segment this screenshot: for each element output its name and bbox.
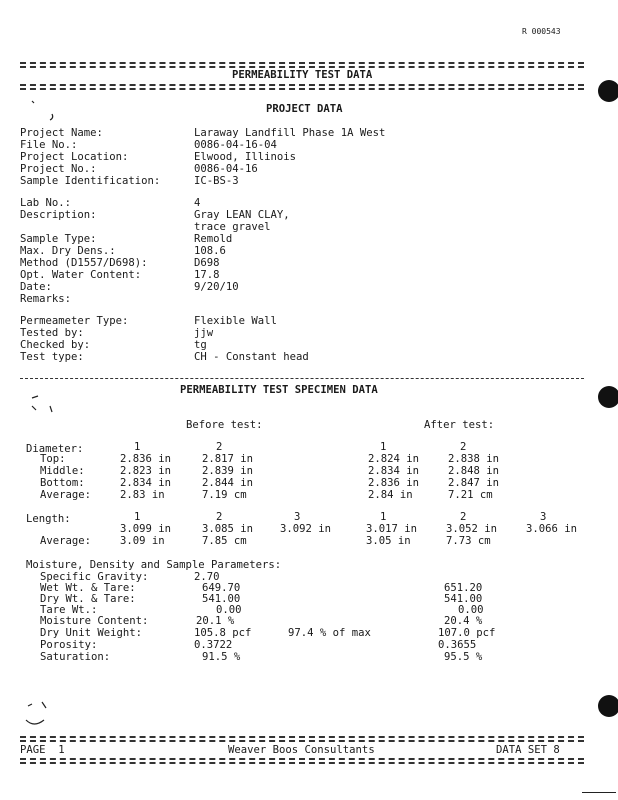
footer-rule-top [20, 736, 584, 742]
diameter-average-before-1: 2.83 in [120, 489, 165, 501]
diameter-average-after-1: 2.84 in [368, 489, 413, 501]
sample-id-label: Sample Identification: [20, 175, 161, 187]
wet-wt-tare-before: 649.70 [202, 582, 241, 594]
length-average-after-1: 3.05 in [366, 535, 411, 547]
diameter-average-after-2: 7.21 cm [448, 489, 493, 501]
dry-wt-tare-after: 541.00 [444, 593, 483, 605]
moisture-content-after: 20.4 % [444, 615, 483, 627]
length-average-label: Average: [40, 535, 92, 547]
porosity-before: 0.3722 [194, 639, 233, 651]
wet-wt-tare-label: Wet Wt. & Tare: [40, 582, 136, 594]
max-dry-dens-label: Max. Dry Dens.: [20, 245, 116, 257]
footer-company: Weaver Boos Consultants [228, 744, 375, 756]
document-id: R 000543 [522, 27, 561, 36]
diameter-middle-before-2: 2.839 in [202, 465, 254, 477]
title-rule [20, 84, 584, 90]
length-after-1: 3.017 in [366, 523, 418, 535]
length-after-3: 3.066 in [526, 523, 578, 535]
checked-by-label: Checked by: [20, 339, 91, 351]
diameter-bottom-before-2: 2.844 in [202, 477, 254, 489]
diameter-middle-before-1: 2.823 in [120, 465, 172, 477]
date-label: Date: [20, 281, 52, 293]
moisture-content-before: 20.1 % [196, 615, 235, 627]
before-test-label: Before test: [186, 419, 263, 431]
description-value: Gray LEAN CLAY, [194, 209, 290, 221]
dry-unit-weight-after: 107.0 pcf [438, 627, 496, 639]
test-type-label: Test type: [20, 351, 84, 363]
dry-wt-tare-label: Dry Wt. & Tare: [40, 593, 136, 605]
saturation-after: 95.5 % [444, 651, 483, 663]
project-data-heading: PROJECT DATA [266, 103, 343, 115]
specimen-rule [20, 378, 584, 379]
opt-water-content-label: Opt. Water Content: [20, 269, 142, 281]
file-no-label: File No.: [20, 139, 78, 151]
length-col-before-1: 1 [134, 511, 141, 523]
method-value: D698 [194, 257, 220, 269]
file-no-value: 0086-04-16-04 [194, 139, 277, 151]
wet-wt-tare-after: 651.20 [444, 582, 483, 594]
tested-by-value: jjw [194, 327, 214, 339]
diameter-top-before-1: 2.836 in [120, 453, 172, 465]
sample-id-value: IC-BS-3 [194, 175, 239, 187]
tare-wt-after: 0.00 [458, 604, 484, 616]
specific-gravity-before: 2.70 [194, 571, 220, 583]
scan-mark-bottom [22, 700, 52, 728]
length-average-after-2: 7.73 cm [446, 535, 491, 547]
saturation-label: Saturation: [40, 651, 111, 663]
page-title: PERMEABILITY TEST DATA [232, 69, 373, 81]
diameter-middle-label: Middle: [40, 465, 85, 477]
dry-unit-weight-percent-max: 97.4 % of max [288, 627, 371, 639]
project-location-label: Project Location: [20, 151, 129, 163]
length-before-1: 3.099 in [120, 523, 172, 535]
diameter-bottom-after-1: 2.836 in [368, 477, 420, 489]
length-label: Length: [26, 513, 71, 525]
diameter-top-after-1: 2.824 in [368, 453, 420, 465]
diameter-col-before-2: 2 [216, 441, 223, 453]
permeameter-type-label: Permeameter Type: [20, 315, 129, 327]
description-value-line2: trace gravel [194, 221, 271, 233]
length-before-3: 3.092 in [280, 523, 332, 535]
diameter-average-before-2: 7.19 cm [202, 489, 247, 501]
dry-wt-tare-before: 541.00 [202, 593, 241, 605]
diameter-bottom-before-1: 2.834 in [120, 477, 172, 489]
after-test-label: After test: [424, 419, 495, 431]
footer-page: PAGE 1 [20, 744, 65, 756]
diameter-average-label: Average: [40, 489, 92, 501]
porosity-after: 0.3655 [438, 639, 477, 651]
specific-gravity-label: Specific Gravity: [40, 571, 149, 583]
lab-no-label: Lab No.: [20, 197, 72, 209]
moisture-heading: Moisture, Density and Sample Parameters: [26, 559, 282, 571]
project-location-value: Elwood, Illinois [194, 151, 297, 163]
lab-no-value: 4 [194, 197, 201, 209]
diameter-top-after-2: 2.838 in [448, 453, 500, 465]
diameter-middle-after-2: 2.848 in [448, 465, 500, 477]
scan-mark-middle [28, 392, 58, 422]
length-col-before-3: 3 [294, 511, 301, 523]
length-after-2: 3.052 in [446, 523, 498, 535]
diameter-col-after-1: 1 [380, 441, 387, 453]
max-dry-dens-value: 108.6 [194, 245, 226, 257]
description-label: Description: [20, 209, 97, 221]
tare-wt-label: Tare Wt.: [40, 604, 98, 616]
method-label: Method (D1557/D698): [20, 257, 148, 269]
project-no-value: 0086-04-16 [194, 163, 258, 175]
diameter-bottom-label: Bottom: [40, 477, 85, 489]
diameter-top-before-2: 2.817 in [202, 453, 254, 465]
length-before-2: 3.085 in [202, 523, 254, 535]
sample-type-value: Remold [194, 233, 233, 245]
dry-unit-weight-label: Dry Unit Weight: [40, 627, 143, 639]
punch-hole-bottom [598, 695, 618, 717]
diameter-col-after-2: 2 [460, 441, 467, 453]
project-name-value: Laraway Landfill Phase 1A West [194, 127, 386, 139]
diameter-col-before-1: 1 [134, 441, 141, 453]
sample-type-label: Sample Type: [20, 233, 97, 245]
length-col-after-3: 3 [540, 511, 547, 523]
opt-water-content-value: 17.8 [194, 269, 220, 281]
length-col-after-2: 2 [460, 511, 467, 523]
diameter-middle-after-1: 2.834 in [368, 465, 420, 477]
saturation-before: 91.5 % [202, 651, 241, 663]
diameter-label: Diameter: [26, 443, 84, 455]
punch-hole-middle [598, 386, 618, 408]
diameter-top-label: Top: [40, 453, 66, 465]
moisture-content-label: Moisture Content: [40, 615, 149, 627]
date-value: 9/20/10 [194, 281, 239, 293]
tare-wt-before: 0.00 [216, 604, 242, 616]
top-rule [20, 62, 584, 68]
porosity-label: Porosity: [40, 639, 98, 651]
punch-hole-top [598, 80, 618, 102]
dry-unit-weight-before: 105.8 pcf [194, 627, 252, 639]
length-average-before-1: 3.09 in [120, 535, 165, 547]
length-average-before-2: 7.85 cm [202, 535, 247, 547]
scan-mark-top [30, 98, 60, 122]
remarks-label: Remarks: [20, 293, 72, 305]
corner-line [582, 792, 616, 793]
footer-rule-bottom [20, 758, 584, 764]
project-name-label: Project Name: [20, 127, 103, 139]
diameter-bottom-after-2: 2.847 in [448, 477, 500, 489]
permeameter-type-value: Flexible Wall [194, 315, 277, 327]
footer-data-set: DATA SET 8 [496, 744, 560, 756]
project-no-label: Project No.: [20, 163, 97, 175]
length-col-before-2: 2 [216, 511, 223, 523]
length-col-after-1: 1 [380, 511, 387, 523]
specimen-data-heading: PERMEABILITY TEST SPECIMEN DATA [180, 384, 378, 396]
checked-by-value: tg [194, 339, 207, 351]
tested-by-label: Tested by: [20, 327, 84, 339]
test-type-value: CH - Constant head [194, 351, 309, 363]
